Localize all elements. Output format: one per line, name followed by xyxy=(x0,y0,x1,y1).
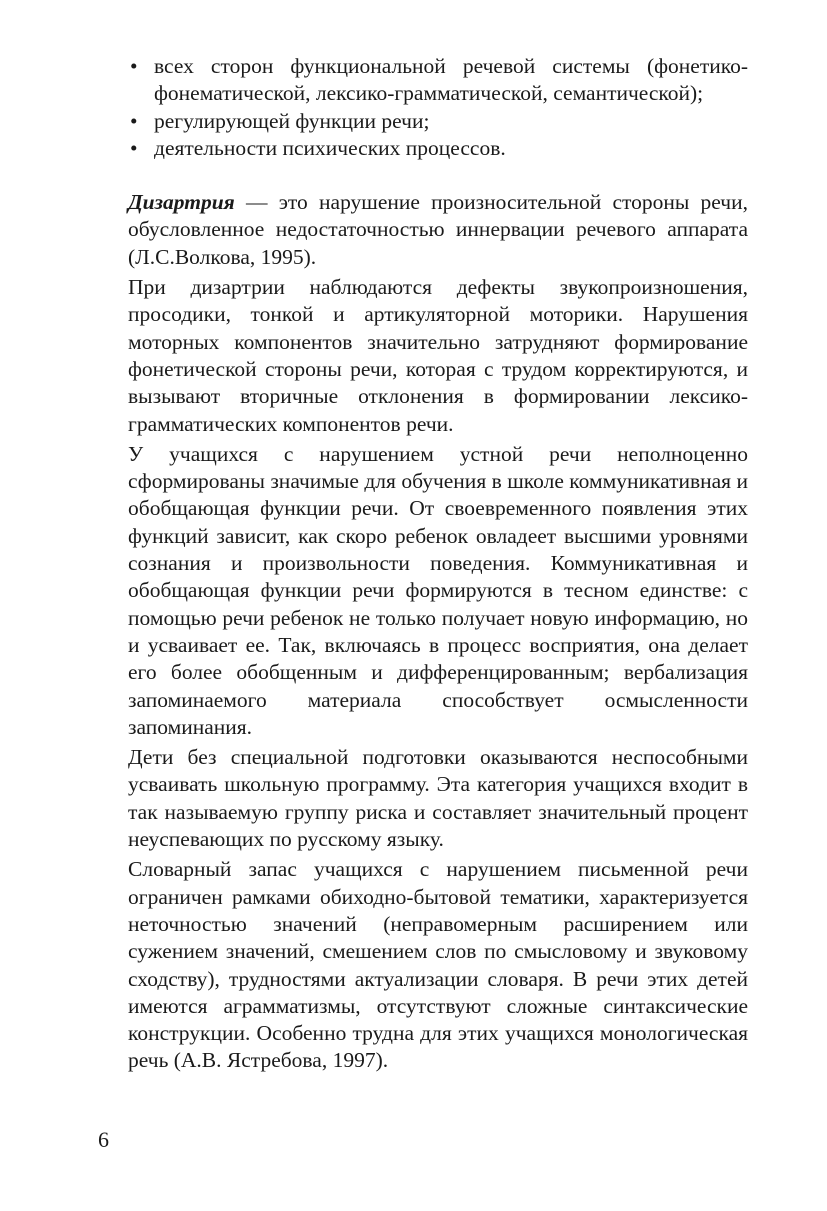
section-gap xyxy=(128,162,748,189)
bullet-marker: • xyxy=(130,135,138,160)
list-item xyxy=(128,108,748,135)
list-item-text: всех сторон функциональной речевой системы (фонетико-фонематической, лексико-грамматической, семантической); xyxy=(154,54,748,106)
list-item-text: деятельности психических процессов. xyxy=(154,135,506,160)
body-paragraph: При дизартрии наблюдаются дефекты звукопроизношения, просодики, тонкой и артикуляторной моторики. Нарушения моторных компонентов значительно затрудняют формирование фонетической стороны речи, которая с трудом корректируются, и вызывают вторичные отклонения в формировании лексико-грамматических компонентов речи. xyxy=(128,275,748,436)
list-item-text: регулирующей функции речи; xyxy=(154,108,430,133)
body-paragraph: У учащихся с нарушением устной речи неполноценно сформированы значимые для обучения в школе коммуникативная и обобщающая функции речи. От своевременного появления этих функций зависит, как скоро ребенок овладеет высшими уровнями сознания и произвольности поведения. Коммуникативная и обобщающая функции речи формируются в тесном единстве: с помощью речи ребенок не только получает новую информацию, но и усваивает ее. Так, включаясь в процесс восприятия, она делает его более обобщенным и дифференцированным; вербализация запоминаемого материала способствует осмысленности запоминания. xyxy=(128,441,748,739)
definition-term: Дизартрия xyxy=(128,190,235,215)
bullet-list xyxy=(128,53,748,162)
body-paragraph: Словарный запас учащихся с нарушением письменной речи ограничен рамками обиходно-бытовой тематики, характеризуется неточностью значений (неправомерным расширением или сужением значений, смешением слов по смысловому и звуковому сходству), трудностями актуализации словаря. В речи этих детей имеются аграмматизмы, отсутствуют сложные синтаксические конструкции. Особенно трудна для этих учащихся монологическая речь (А.В. Ястребова, 1997). xyxy=(128,857,748,1073)
page-number: 6 xyxy=(98,1127,109,1152)
definition-paragraph xyxy=(128,189,748,271)
bullet-marker: • xyxy=(130,54,138,78)
body-paragraph: Дети без специальной подготовки оказываются неспособными усваивать школьную программу. Эта категория учащихся входит в так называемую группу риска и составляет значительный процент неуспевающих по русскому языку. xyxy=(128,745,748,852)
page-body xyxy=(128,53,748,1075)
list-item xyxy=(128,53,748,108)
list-item xyxy=(128,135,748,162)
bullet-marker: • xyxy=(130,108,138,133)
definition-text: — это нарушение произносительной стороны речи, обусловленное недостаточностью иннервации речевого аппарата (Л.С.Волкова, 1995). xyxy=(128,190,748,269)
